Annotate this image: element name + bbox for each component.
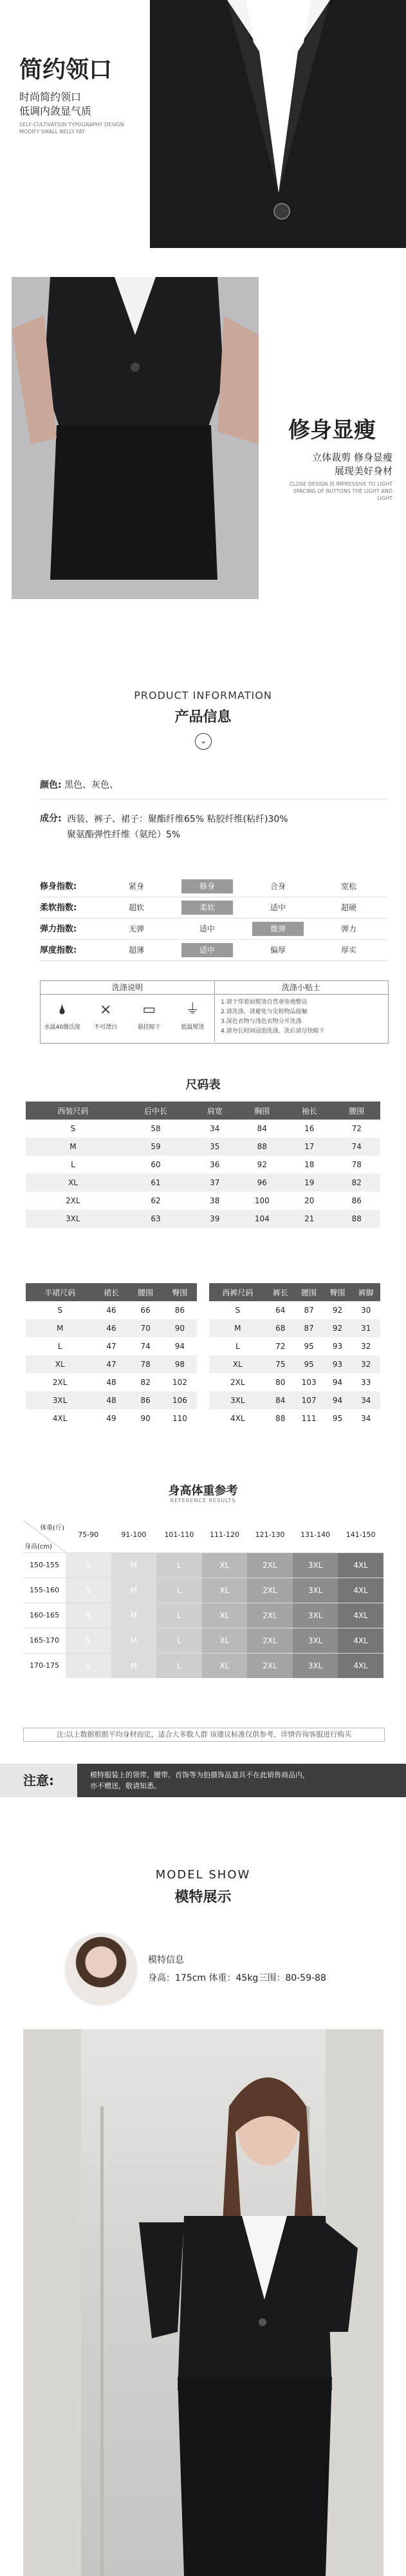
- table-cell: 63: [120, 1210, 191, 1228]
- height-label: 170-175: [30, 1661, 59, 1670]
- model-info-title: 模特信息: [148, 1955, 184, 1965]
- pants-size-table: [209, 1283, 380, 1427]
- table-cell: 33: [352, 1373, 380, 1391]
- size-cell: L: [156, 1603, 202, 1628]
- size-cell: M: [111, 1603, 157, 1628]
- size-cell: 4XL: [338, 1578, 383, 1603]
- table-cell: XL: [26, 1355, 94, 1373]
- fit-index-option: 适中: [199, 924, 215, 933]
- table-cell: 103: [295, 1373, 323, 1391]
- reference-en: REFERENCE RESULTS: [170, 1498, 236, 1503]
- table-header-cell: 西裤尺码: [209, 1283, 266, 1301]
- model-show-en: MODEL SHOW: [155, 1868, 251, 1882]
- height-weight-reference-section: [0, 1482, 406, 1752]
- product-info-title: 产品信息: [174, 709, 232, 725]
- reference-row: [23, 1578, 383, 1603]
- reference-row: [23, 1628, 383, 1653]
- fit-index-label: 弹力指数:: [40, 924, 77, 934]
- table-cell: 92: [323, 1301, 351, 1319]
- table-cell: 78: [333, 1156, 380, 1174]
- weight-header: 121-130: [255, 1531, 285, 1539]
- wash-icon-item: [41, 995, 84, 1042]
- table-cell: 30: [352, 1301, 380, 1319]
- fit-index-option: 无弹: [128, 924, 144, 933]
- table-cell: 47: [94, 1337, 128, 1355]
- table-cell: 84: [266, 1391, 295, 1409]
- table-cell: 18: [286, 1156, 333, 1174]
- table-cell: 62: [120, 1192, 191, 1210]
- fit-index-option: 弹力: [340, 924, 356, 933]
- wash-icon-item: [84, 995, 128, 1042]
- table-row: [26, 1192, 380, 1210]
- table-cell: 47: [94, 1355, 128, 1373]
- size-cell: 3XL: [293, 1603, 338, 1628]
- table-row: [209, 1301, 380, 1319]
- table-cell: 46: [94, 1319, 128, 1337]
- fit-index-option: 微弹: [252, 922, 304, 936]
- fit-index-label: 厚度指数:: [40, 946, 77, 955]
- table-cell: 106: [163, 1391, 197, 1409]
- size-cell: 4XL: [338, 1628, 383, 1653]
- hero1-en-text: SELF-CULTIVATION TYPOGRAPHY DESIGN MODIFY SMALL BELLY FAT: [19, 122, 124, 135]
- table-row: [26, 1120, 380, 1138]
- size-cell: 2XL: [247, 1553, 293, 1578]
- table-cell: 31: [352, 1319, 380, 1337]
- wash-40-icon: 🌢: [58, 1002, 67, 1018]
- table-header-cell: 半裙尺码: [26, 1283, 94, 1301]
- color-label: 颜色:: [40, 780, 62, 790]
- table-cell: 72: [333, 1120, 380, 1138]
- size-cell: 4XL: [338, 1553, 383, 1578]
- weight-header: 75-90: [78, 1531, 99, 1539]
- table-cell: 34: [352, 1391, 380, 1409]
- size-cell: S: [66, 1603, 111, 1628]
- model-full-photo: [23, 2029, 383, 2576]
- table-cell: 4XL: [26, 1409, 94, 1427]
- size-cell: XL: [202, 1654, 248, 1678]
- wash-icons-row: [41, 995, 215, 1042]
- table-cell: 2XL: [209, 1373, 266, 1391]
- fit-index-label: 柔软指数:: [40, 903, 77, 913]
- fit-index-option: 超薄: [128, 946, 144, 955]
- table-cell: 95: [323, 1409, 351, 1427]
- table-cell: 86: [163, 1301, 197, 1319]
- size-cell: L: [156, 1553, 202, 1578]
- table-cell: 94: [163, 1337, 197, 1355]
- wash-right-title: 洗涤小贴士: [214, 981, 388, 995]
- table-cell: 93: [323, 1337, 351, 1355]
- chevron-down-icon: ⌄: [195, 733, 212, 750]
- reference-note: 注:以上数据根据平均身材而定，适合大多数人群 该建议标准仅供参考，详情咨询客服进行购买: [23, 1728, 385, 1742]
- size-cell: 2XL: [247, 1603, 293, 1628]
- model-show-section: [0, 1842, 406, 2576]
- table-header-cell: 臀围: [163, 1283, 197, 1301]
- table-cell: 2XL: [26, 1373, 94, 1391]
- weight-header: 91-100: [121, 1531, 147, 1539]
- model-torso-illustration: [12, 277, 259, 599]
- table-row: [209, 1355, 380, 1373]
- table-cell: 34: [191, 1120, 238, 1138]
- table-cell: 95: [295, 1337, 323, 1355]
- size-cell: 3XL: [293, 1628, 338, 1653]
- table-cell: 80: [266, 1373, 295, 1391]
- table-cell: 4XL: [209, 1409, 266, 1427]
- table-cell: 72: [266, 1337, 295, 1355]
- fit-index-panel: [40, 876, 387, 961]
- size-cell: 4XL: [338, 1654, 383, 1678]
- product-info-en: PRODUCT INFORMATION: [134, 689, 272, 701]
- height-label: 150-155: [30, 1561, 59, 1569]
- hero1-title: 简约领口: [19, 57, 113, 83]
- table-cell: 39: [191, 1210, 238, 1228]
- wash-icon-label: 低温熨烫: [181, 1024, 205, 1031]
- reference-header-row: [23, 1520, 383, 1552]
- fit-index-option: 适中: [181, 943, 233, 957]
- table-header-cell: 腰围: [333, 1102, 380, 1120]
- size-cell: 3XL: [293, 1578, 338, 1603]
- table-cell: 60: [120, 1156, 191, 1174]
- table-cell: 94: [323, 1391, 351, 1409]
- size-chart-title: 尺码表: [185, 1078, 221, 1092]
- size-cell: XL: [202, 1578, 248, 1603]
- table-row: [26, 1409, 197, 1427]
- table-cell: 66: [129, 1301, 163, 1319]
- table-cell: 3XL: [26, 1210, 120, 1228]
- table-cell: 100: [239, 1192, 286, 1210]
- height-label: 165-170: [30, 1636, 59, 1645]
- hero2-title: 修身显瘦: [288, 417, 376, 443]
- table-cell: 70: [129, 1319, 163, 1337]
- wash-tips-list: [221, 998, 385, 1036]
- notice-label: 注意:: [0, 1764, 77, 1797]
- size-cell: 3XL: [293, 1654, 338, 1678]
- avatar: [64, 1932, 138, 2006]
- table-row: [26, 1337, 197, 1355]
- table-cell: 88: [333, 1210, 380, 1228]
- table-cell: 3XL: [26, 1391, 94, 1409]
- color-row: [40, 778, 118, 791]
- reference-row: [23, 1653, 383, 1678]
- table-header-row: [26, 1102, 380, 1120]
- table-cell: 86: [129, 1391, 163, 1409]
- low-iron-icon: ⏚: [185, 1002, 200, 1018]
- fit-index-option: 超软: [128, 903, 144, 912]
- table-cell: XL: [26, 1174, 120, 1192]
- table-cell: 17: [286, 1138, 333, 1156]
- table-cell: 87: [295, 1319, 323, 1337]
- size-cell: XL: [202, 1553, 248, 1578]
- wash-tip: 2.请洗涤，请避免与尖锐物品接触: [221, 1009, 308, 1015]
- fit-index-option: 宽松: [340, 882, 356, 891]
- fit-index-option: 修身: [181, 879, 233, 893]
- table-row: [26, 1355, 197, 1373]
- table-row: [26, 1138, 380, 1156]
- wash-left-title: 洗涤说明: [41, 981, 215, 995]
- wash-icon-label: 水温40摄氏度: [44, 1024, 80, 1031]
- size-cell: XL: [202, 1603, 248, 1628]
- notice-bar: [0, 1764, 406, 1797]
- table-row: [209, 1373, 380, 1391]
- product-info-section: [0, 683, 406, 1035]
- corner-height-label: 身高(cm): [24, 1543, 53, 1550]
- reference-title: 身高体重参考: [168, 1484, 238, 1498]
- height-label: 160-165: [30, 1611, 59, 1619]
- table-cell: 35: [191, 1138, 238, 1156]
- hang-dry-icon: ▭: [142, 1002, 156, 1018]
- jacket-collar-illustration: [150, 0, 406, 248]
- table-cell: 84: [239, 1120, 286, 1138]
- size-cell: S: [66, 1628, 111, 1653]
- table-header-cell: 臀围: [323, 1283, 351, 1301]
- table-cell: 3XL: [209, 1391, 266, 1409]
- material-label: 成分:: [40, 814, 62, 824]
- table-header-cell: 腰围: [295, 1283, 323, 1301]
- table-cell: M: [26, 1319, 94, 1337]
- size-cell: S: [66, 1654, 111, 1678]
- fit-index-label: 修身指数:: [40, 882, 77, 892]
- table-cell: 20: [286, 1192, 333, 1210]
- table-cell: 59: [120, 1138, 191, 1156]
- reference-grid: [23, 1520, 383, 1678]
- fit-index-option: 超硬: [340, 903, 356, 912]
- table-cell: 38: [191, 1192, 238, 1210]
- fit-index-option: 适中: [270, 903, 286, 912]
- no-bleach-icon: ⨯: [100, 1002, 112, 1018]
- table-cell: 34: [352, 1409, 380, 1427]
- weight-header: 141-150: [346, 1531, 376, 1539]
- size-cell: 3XL: [293, 1553, 338, 1578]
- size-cell: S: [66, 1578, 111, 1603]
- table-cell: 74: [333, 1138, 380, 1156]
- wash-icon-label: 悬挂晾干: [137, 1024, 161, 1031]
- table-cell: 87: [295, 1301, 323, 1319]
- table-cell: 78: [129, 1355, 163, 1373]
- table-cell: 86: [333, 1192, 380, 1210]
- table-cell: L: [209, 1337, 266, 1355]
- fit-index-option: 厚实: [340, 946, 356, 955]
- table-cell: L: [26, 1337, 94, 1355]
- table-cell: S: [209, 1301, 266, 1319]
- table-cell: 90: [129, 1409, 163, 1427]
- table-cell: 90: [163, 1319, 197, 1337]
- size-cell: M: [111, 1654, 157, 1678]
- table-cell: 19: [286, 1174, 333, 1192]
- table-cell: 74: [129, 1337, 163, 1355]
- table-cell: 32: [352, 1337, 380, 1355]
- table-row: [26, 1373, 197, 1391]
- wash-icon-item: [127, 995, 171, 1042]
- size-cell: L: [156, 1578, 202, 1603]
- wash-tip: 3.深色衣物与浅色衣物分开洗涤: [221, 1018, 302, 1025]
- table-cell: 2XL: [26, 1192, 120, 1210]
- table-header-cell: 袖长: [286, 1102, 333, 1120]
- table-cell: S: [26, 1301, 94, 1319]
- table-cell: 82: [129, 1373, 163, 1391]
- hero2-en-text: CLOSE DESIGN IS IMPRESSIVE TO LIGHT SPACING OF BUTTONS THE LIGHT AND LIGHT: [289, 481, 392, 501]
- wash-tip: 4.请勿长时间浸泡洗涤，洗后请尽快晾干: [221, 1028, 325, 1035]
- fit-index-option: 合身: [270, 882, 286, 891]
- size-cell: S: [66, 1553, 111, 1578]
- hero1-subtitle: 时尚简约领口 低调内敛显气质: [19, 91, 92, 117]
- wash-icon-label: 不可漂白: [94, 1024, 118, 1031]
- fit-index-option: 柔软: [181, 901, 233, 915]
- fit-index-row: [40, 897, 387, 919]
- reference-corner: [23, 1520, 66, 1552]
- model-info-text: 身高：175cm 体重：45kg三围：80-59-88: [148, 1973, 326, 1983]
- table-cell: S: [26, 1120, 120, 1138]
- table-cell: 46: [94, 1301, 128, 1319]
- table-row: [26, 1210, 380, 1228]
- size-cell: L: [156, 1654, 202, 1678]
- table-cell: L: [26, 1156, 120, 1174]
- fit-index-option: 偏厚: [270, 946, 286, 955]
- table-header-cell: 裤长: [266, 1283, 295, 1301]
- fit-index-row: [40, 919, 387, 940]
- table-cell: 48: [94, 1391, 128, 1409]
- table-row: [209, 1337, 380, 1355]
- color-value: 黑色、灰色、: [64, 780, 119, 790]
- size-chart-section: [0, 1076, 406, 1469]
- wash-tip: 1.请于穿着前熨烫自然垂坠地整洁: [221, 999, 308, 1006]
- height-label: 155-160: [30, 1586, 59, 1594]
- table-cell: 21: [286, 1210, 333, 1228]
- table-header-row: [209, 1283, 380, 1301]
- skirt-size-table: [26, 1283, 197, 1427]
- material-value: 西装、裤子、裙子：聚酯纤维65% 粘胶纤维(粘纤)30% 聚氨酯弹性纤维（氨纶）5%: [67, 814, 288, 840]
- wash-care-panel: [40, 980, 389, 1044]
- table-cell: 95: [295, 1355, 323, 1373]
- table-cell: 92: [239, 1156, 286, 1174]
- table-cell: 107: [295, 1391, 323, 1409]
- table-cell: 110: [163, 1409, 197, 1427]
- hero2-subtitle: 立体裁剪 修身显瘦 展现美好身材: [312, 452, 392, 477]
- table-row: [209, 1409, 380, 1427]
- size-cell: 4XL: [338, 1603, 383, 1628]
- table-cell: 61: [120, 1174, 191, 1192]
- wash-icon-item: [171, 995, 215, 1042]
- table-cell: M: [26, 1138, 120, 1156]
- table-cell: 88: [239, 1138, 286, 1156]
- table-cell: 16: [286, 1120, 333, 1138]
- fit-index-row: [40, 876, 387, 897]
- table-cell: 75: [266, 1355, 295, 1373]
- table-cell: 58: [120, 1120, 191, 1138]
- table-cell: XL: [209, 1355, 266, 1373]
- size-cell: 2XL: [247, 1628, 293, 1653]
- table-header-cell: 胸围: [239, 1102, 286, 1120]
- table-cell: 36: [191, 1156, 238, 1174]
- table-row: [209, 1319, 380, 1337]
- size-cell: 2XL: [247, 1654, 293, 1678]
- corner-weight-label: 体重(斤): [40, 1525, 64, 1532]
- table-cell: 98: [163, 1355, 197, 1373]
- table-cell: 111: [295, 1409, 323, 1427]
- table-row: [26, 1301, 197, 1319]
- table-cell: 68: [266, 1319, 295, 1337]
- table-header-row: [26, 1283, 197, 1301]
- size-cell: M: [111, 1628, 157, 1653]
- table-row: [209, 1391, 380, 1409]
- suit-size-table: [26, 1102, 380, 1228]
- table-row: [26, 1174, 380, 1192]
- table-cell: 48: [94, 1373, 128, 1391]
- size-cell: XL: [202, 1628, 248, 1653]
- table-cell: M: [209, 1319, 266, 1337]
- table-cell: 49: [94, 1409, 128, 1427]
- size-cell: L: [156, 1628, 202, 1653]
- table-cell: 104: [239, 1210, 286, 1228]
- weight-header: 131-140: [300, 1531, 331, 1539]
- table-row: [26, 1391, 197, 1409]
- table-cell: 37: [191, 1174, 238, 1192]
- weight-header: 111-120: [210, 1531, 239, 1539]
- table-row: [26, 1156, 380, 1174]
- table-header-cell: 后中长: [120, 1102, 191, 1120]
- table-cell: 88: [266, 1409, 295, 1427]
- table-header-cell: 腰围: [129, 1283, 163, 1301]
- fit-index-option: 紧身: [128, 882, 144, 891]
- reference-row: [23, 1552, 383, 1578]
- notice-text: 模特服装上的领带、腰带、首饰等为拍摄饰品道具不在此销售商品内， 亦不赠送，敬请知悉。: [90, 1771, 309, 1790]
- table-cell: 82: [333, 1174, 380, 1192]
- fit-index-row: [40, 940, 387, 961]
- table-header-cell: 裤脚: [352, 1283, 380, 1301]
- table-cell: 93: [323, 1355, 351, 1373]
- table-cell: 96: [239, 1174, 286, 1192]
- table-cell: 64: [266, 1301, 295, 1319]
- hero-slim-section: [0, 271, 406, 606]
- hero-collar-section: [0, 0, 406, 258]
- table-header-cell: 裙长: [94, 1283, 128, 1301]
- slim-fit-photo: [12, 277, 259, 599]
- size-cell: M: [111, 1553, 157, 1578]
- table-cell: 102: [163, 1373, 197, 1391]
- table-cell: 92: [323, 1319, 351, 1337]
- model-show-title: 模特展示: [174, 1889, 232, 1905]
- model-standing-illustration: [23, 2029, 383, 2576]
- weight-header: 101-110: [164, 1531, 194, 1539]
- size-cell: 2XL: [247, 1578, 293, 1603]
- table-cell: 32: [352, 1355, 380, 1373]
- table-header-cell: 肩宽: [191, 1102, 238, 1120]
- table-header-cell: 西装尺码: [26, 1102, 120, 1120]
- table-cell: 94: [323, 1373, 351, 1391]
- table-row: [26, 1319, 197, 1337]
- reference-row: [23, 1603, 383, 1628]
- size-cell: M: [111, 1578, 157, 1603]
- collar-closeup-photo: [150, 0, 406, 248]
